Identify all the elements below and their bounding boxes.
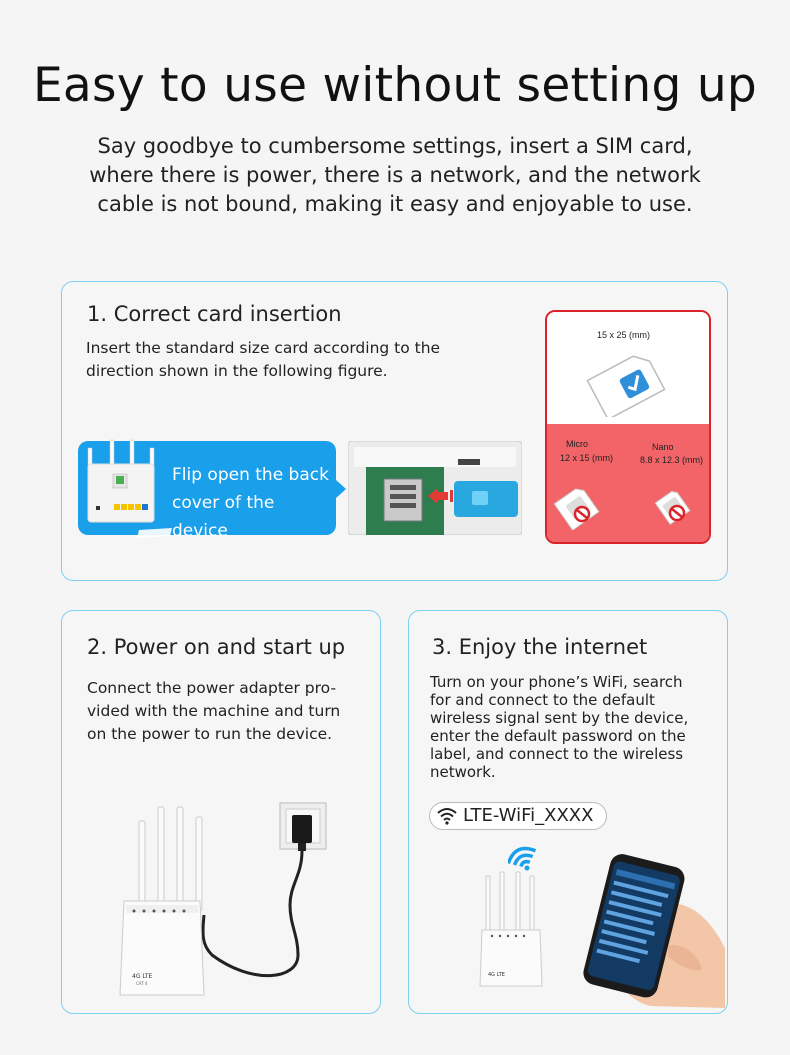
step1-text-line: Insert the standard size card according to the <box>86 339 441 357</box>
subtitle-line: Say goodbye to cumbersome settings, insert a SIM card, <box>97 134 693 158</box>
step2-text-line: vided with the machine and turn <box>87 702 341 720</box>
step3-text-line: wireless signal sent by the device, <box>430 709 689 727</box>
router-small-image <box>478 870 550 990</box>
step3-text-line: network. <box>430 763 496 781</box>
router-back-image <box>84 436 172 540</box>
page-title: Easy to use without setting up <box>32 58 758 113</box>
micro-sim-forbidden-icon <box>552 484 600 530</box>
step1-description <box>86 337 506 383</box>
step2-description <box>87 677 372 746</box>
callout-line: Flip open the back <box>172 465 329 485</box>
step1-title: 1. Correct card insertion <box>87 302 342 326</box>
step2-text-line: Connect the power adapter pro- <box>87 679 337 697</box>
standard-sim-size: 15 x 25 (mm) <box>597 330 651 340</box>
step3-text-line: for and connect to the default <box>430 691 655 709</box>
nano-sim-name: Nano <box>652 442 674 452</box>
standard-sim-card-icon <box>580 345 670 417</box>
router-small-brand-label: 4G LTE <box>488 972 505 978</box>
micro-sim-size: 12 x 15 (mm) <box>560 453 614 463</box>
step2-title: 2. Power on and start up <box>87 635 346 659</box>
wifi-icon <box>436 807 458 825</box>
hand-holding-phone-image <box>580 848 730 1010</box>
callout-arrow <box>336 480 346 498</box>
callout-text <box>172 461 332 545</box>
callout-line: cover of the device <box>172 493 275 541</box>
wifi-signal-icon <box>508 838 546 872</box>
subtitle-line: cable is not bound, making it easy and enjoyable to use. <box>97 192 693 216</box>
step3-text-line: label, and connect to the wireless <box>430 745 684 763</box>
subtitle-line: where there is power, there is a network, and the network <box>89 163 701 187</box>
step3-text-line: enter the default password on the <box>430 727 686 745</box>
step1-text-line: direction shown in the following figure. <box>86 362 388 380</box>
router-brand-label: 4G LTE <box>132 973 153 980</box>
page-subtitle <box>40 132 750 219</box>
step2-text-line: on the power to run the device. <box>87 725 333 743</box>
router-with-power-adapter-image <box>112 795 344 999</box>
micro-sim-name: Micro <box>566 439 588 449</box>
step3-title: 3. Enjoy the internet <box>432 635 648 659</box>
step3-text-line: Turn on your phone’s WiFi, search <box>430 673 683 691</box>
router-model-label: CAT 4 <box>136 981 148 986</box>
step3-description <box>430 673 714 781</box>
nano-sim-forbidden-icon <box>650 484 694 528</box>
wifi-network-name: LTE-WiFi_XXXX <box>463 805 594 826</box>
sim-slot-image <box>348 441 522 535</box>
nano-sim-size: 8.8 x 12.3 (mm) <box>640 455 704 465</box>
